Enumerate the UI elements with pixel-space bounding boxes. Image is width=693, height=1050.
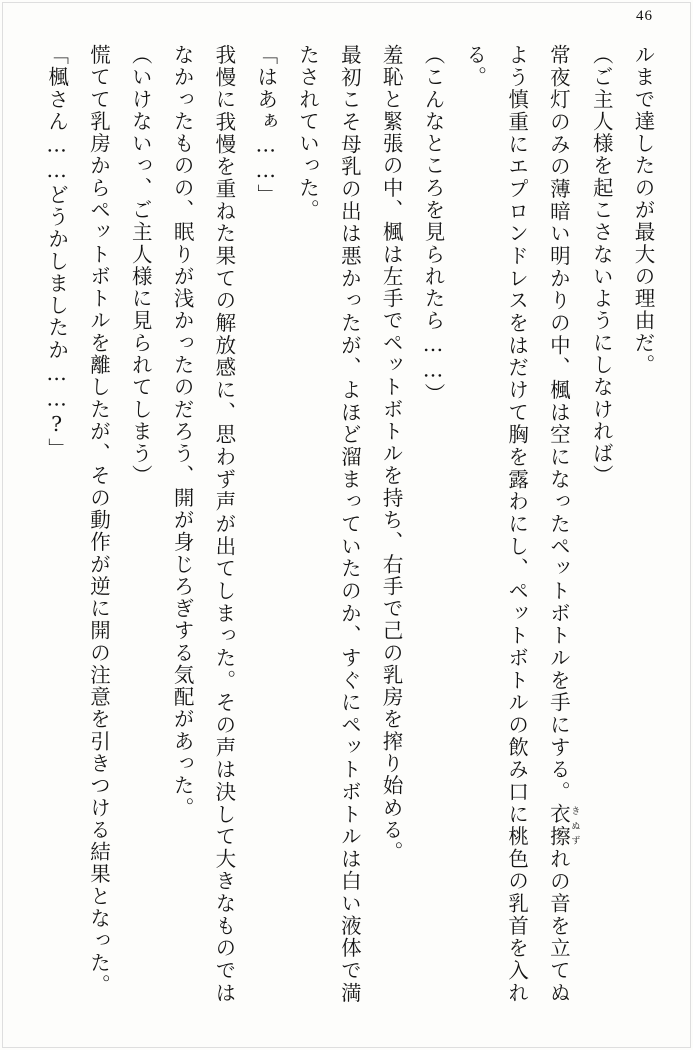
- paragraph: 慌てて乳房からペットボトルを離したが、その動作が逆に開の注意を引きつける結果となった。: [86, 44, 111, 997]
- ruby-annotation: 衣擦 きぬず: [546, 803, 580, 848]
- paragraph: 「楓さん……どうかしましたか……?」: [44, 44, 69, 461]
- paragraph: 最初こそ母乳の出は悪かったが、よほど溜まっていたのか、すぐにペットボトルは白い液体で満たされていった。: [295, 44, 362, 1004]
- paragraph: （ご主人様を起こさないようにしなければ）: [589, 44, 614, 487]
- vertical-text-body: [24, 44, 663, 1004]
- paragraph: 我慢に我慢を重ねた果ての解放感に、思わず声が出てしまった。その声は決して大きなものではなかったものの、眠りが浅かったのだろう、開が身じろぎする気配があった。: [170, 44, 236, 1004]
- paragraph: （こんなところを見られたら……）: [420, 44, 445, 406]
- paragraph: 羞恥と緊張の中、楓は左手でペットボトルを持ち、右手で己の乳房を搾り始める。: [379, 44, 404, 864]
- paragraph: ルまで達したのが最大の理由だ。: [631, 44, 655, 377]
- paragraph: （いけないっ、ご主人様に見られてしまう）: [128, 44, 153, 487]
- page-number: 46: [636, 8, 653, 24]
- paragraph: 「はあぁ……」: [253, 44, 278, 206]
- paragraph-with-ruby: 常夜灯のみの薄暗い明かりの中、楓は空になったペットボトルを手にする。衣擦 きぬずれの音を立てぬよう慎重にエプロンドレスをはだけて胸を露わにし、ペットボトルの飲み口に桃色の乳首を入れる。: [462, 44, 580, 1005]
